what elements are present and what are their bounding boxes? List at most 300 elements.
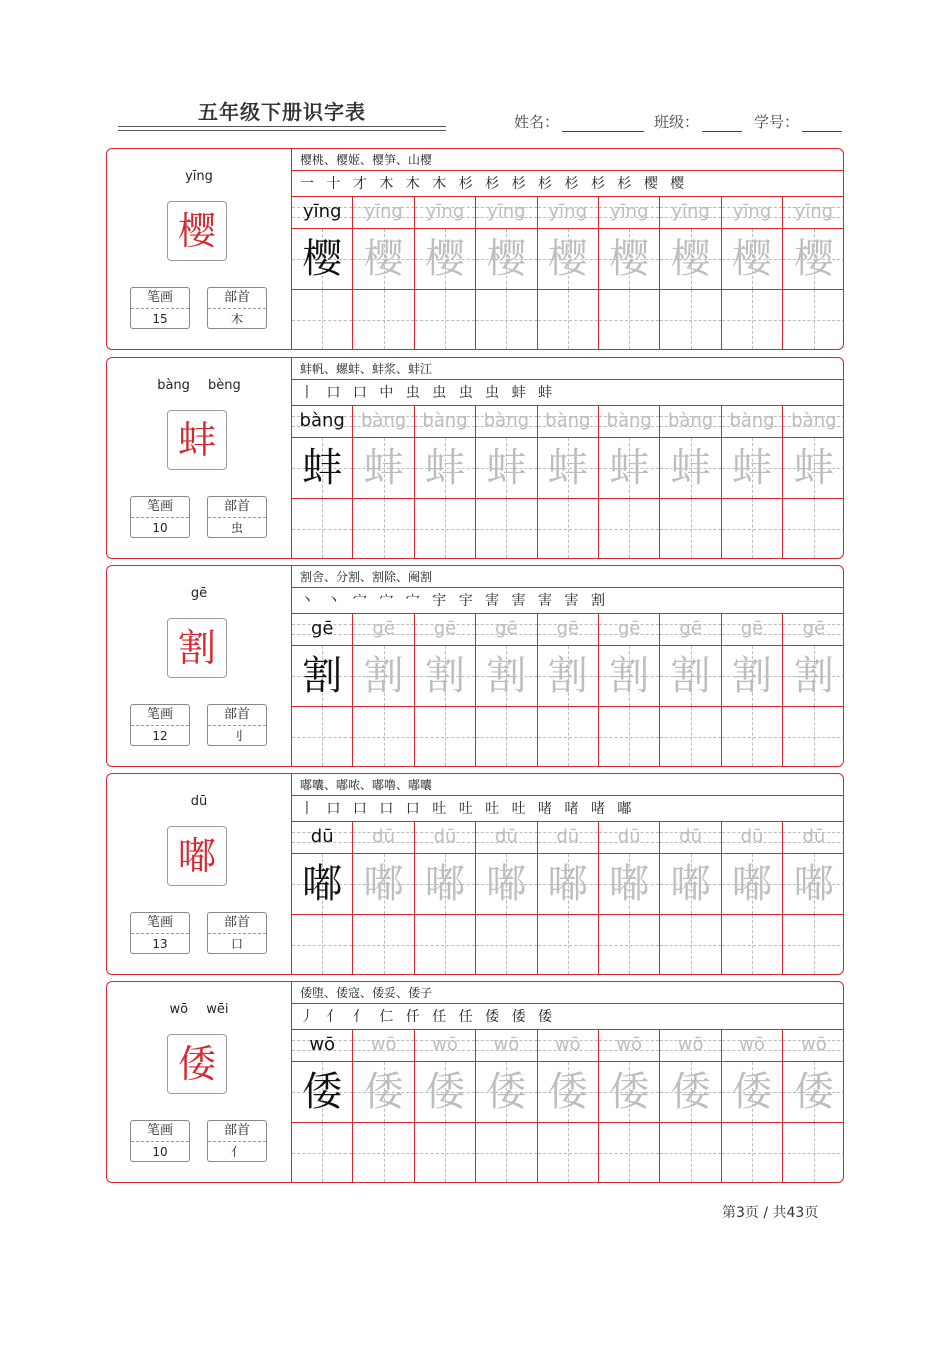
pinyin-text: gē: [802, 618, 826, 639]
stroke-count-value: 15: [152, 312, 168, 326]
blank-writing-cell[interactable]: [538, 1123, 598, 1182]
pinyin-text: dū: [802, 826, 826, 847]
hanzi-text: 嘟: [793, 861, 834, 907]
stroke-count-box: [130, 1120, 190, 1162]
word-examples: 蚌帆、螺蚌、蚌浆、蚌江: [292, 358, 843, 380]
practice-column: [476, 614, 537, 766]
practice-column: [353, 1030, 414, 1182]
hanzi-cell: [722, 438, 782, 499]
hanzi-text: 割: [424, 653, 465, 699]
hanzi-text: 割: [670, 653, 711, 699]
pinyin-cell: [599, 822, 659, 854]
pinyin-cell: [292, 614, 352, 646]
pinyin-cell: [599, 1030, 659, 1062]
blank-writing-cell[interactable]: [292, 290, 352, 349]
blank-writing-cell[interactable]: [476, 915, 536, 974]
hanzi-text: 割: [363, 653, 404, 699]
stroke-order: 丿 亻 亻 仁 仟 任 任 倭 倭 倭: [292, 1004, 843, 1030]
name-blank[interactable]: [562, 115, 644, 132]
practice-column: [292, 614, 353, 766]
pinyin-text: dū: [740, 826, 764, 847]
pinyin-text: dū: [617, 826, 641, 847]
radical-label: 部首: [208, 705, 266, 726]
pinyin-text: dū: [433, 826, 457, 847]
character-pinyin: wō wēi: [169, 1002, 229, 1017]
pinyin-cell: [722, 822, 782, 854]
blank-writing-cell[interactable]: [476, 1123, 536, 1182]
pinyin-text: dū: [556, 826, 580, 847]
pinyin-cell: [599, 614, 659, 646]
pinyin-text: wō: [309, 1034, 336, 1055]
hanzi-text: 樱: [363, 236, 404, 282]
practice-column: [538, 614, 599, 766]
practice-column: [415, 1030, 476, 1182]
pinyin-text: dū: [494, 826, 518, 847]
blank-writing-cell[interactable]: [538, 499, 598, 558]
radical-value: 亻: [230, 1145, 243, 1159]
hanzi-cell: [415, 1062, 475, 1123]
pinyin-cell: [476, 406, 536, 438]
pinyin-cell: [783, 614, 844, 646]
blank-writing-cell[interactable]: [415, 915, 475, 974]
hanzi-text: 割: [547, 653, 588, 699]
pinyin-cell: [722, 1030, 782, 1062]
hanzi-text: 樱: [547, 236, 588, 282]
practice-column: [292, 822, 353, 974]
character-display: 倭: [167, 1034, 227, 1094]
hanzi-text: 樱: [486, 236, 527, 282]
hanzi-text: 倭: [302, 1069, 343, 1115]
pinyin-cell: [722, 614, 782, 646]
hanzi-cell: [783, 1062, 844, 1123]
practice-column: [660, 406, 721, 558]
pinyin-text: yīng: [302, 201, 342, 222]
blank-writing-cell[interactable]: [660, 1123, 720, 1182]
pinyin-cell: [538, 1030, 598, 1062]
character-display: 嘟: [167, 826, 227, 886]
hanzi-text: 倭: [486, 1069, 527, 1115]
pinyin-text: yīng: [487, 201, 526, 222]
practice-column: [538, 197, 599, 349]
pinyin-cell: [783, 1030, 844, 1062]
pinyin-text: yīng: [425, 201, 465, 222]
blank-writing-cell[interactable]: [353, 290, 413, 349]
hanzi-cell: [415, 646, 475, 707]
blank-writing-cell[interactable]: [599, 290, 659, 349]
pinyin-text: bàng: [483, 410, 530, 431]
radical-value: 木: [230, 312, 243, 326]
pinyin-cell: [538, 614, 598, 646]
number-label: 学号：: [754, 113, 800, 131]
hanzi-cell: [476, 1062, 536, 1123]
practice-column: [415, 197, 476, 349]
hanzi-text: 樱: [302, 236, 343, 282]
stroke-count-label: 笔画: [131, 288, 189, 309]
hanzi-text: 倭: [609, 1069, 650, 1115]
radical-box: [207, 704, 267, 746]
hanzi-text: 倭: [424, 1069, 465, 1115]
hanzi-cell: [476, 854, 536, 915]
hanzi-text: 蚌: [302, 445, 343, 491]
pinyin-cell: [415, 406, 475, 438]
pinyin-text: yīng: [364, 201, 403, 222]
blank-writing-cell[interactable]: [722, 707, 782, 766]
class-field[interactable]: [654, 111, 742, 132]
practice-column: [415, 822, 476, 974]
blank-writing-cell[interactable]: [660, 290, 720, 349]
name-field[interactable]: [514, 111, 644, 132]
blank-writing-cell[interactable]: [783, 915, 844, 974]
practice-column: [599, 406, 660, 558]
radical-label: 部首: [208, 1121, 266, 1142]
stroke-order: 丨 口 口 口 口 吐 吐 吐 吐 啫 啫 啫 嘟: [292, 796, 843, 822]
character-card: [106, 565, 844, 767]
practice-column: [722, 1030, 783, 1182]
stroke-count-label: 笔画: [131, 1121, 189, 1142]
hanzi-cell: [538, 854, 598, 915]
blank-writing-cell[interactable]: [538, 290, 598, 349]
pinyin-cell: [538, 406, 598, 438]
practice-column: [599, 197, 660, 349]
hanzi-text: 嘟: [486, 861, 527, 907]
blank-writing-cell[interactable]: [353, 1123, 413, 1182]
hanzi-text: 割: [731, 653, 772, 699]
pinyin-cell: [292, 822, 352, 854]
hanzi-cell: [292, 854, 352, 915]
hanzi-cell: [783, 438, 844, 499]
hanzi-cell: [292, 646, 352, 707]
hanzi-text: 割: [486, 653, 527, 699]
hanzi-cell: [599, 646, 659, 707]
stroke-count-label: 笔画: [131, 497, 189, 518]
character-display: 割: [167, 618, 227, 678]
hanzi-cell: [599, 854, 659, 915]
practice-column: [660, 822, 721, 974]
pinyin-text: wō: [677, 1034, 704, 1055]
practice-column: [538, 1030, 599, 1182]
page-footer: 第3页 / 共43页: [722, 1205, 819, 1221]
hanzi-text: 嘟: [424, 861, 465, 907]
blank-writing-cell[interactable]: [476, 499, 536, 558]
pinyin-cell: [783, 197, 844, 229]
practice-column: [538, 822, 599, 974]
blank-writing-cell[interactable]: [415, 1123, 475, 1182]
radical-box: [207, 1120, 267, 1162]
pinyin-cell: [660, 822, 720, 854]
practice-column: [722, 614, 783, 766]
pinyin-cell: [660, 406, 720, 438]
practice-column: [783, 822, 844, 974]
blank-writing-cell[interactable]: [783, 499, 844, 558]
blank-writing-cell[interactable]: [660, 707, 720, 766]
practice-grid: [292, 1030, 843, 1182]
blank-writing-cell[interactable]: [783, 290, 844, 349]
hanzi-cell: [783, 854, 844, 915]
pinyin-cell: [415, 614, 475, 646]
pinyin-cell: [353, 1030, 413, 1062]
blank-writing-cell[interactable]: [722, 499, 782, 558]
practice-column: [476, 1030, 537, 1182]
pinyin-cell: [538, 822, 598, 854]
hanzi-text: 倭: [670, 1069, 711, 1115]
practice-column: [599, 1030, 660, 1182]
stroke-count-box: [130, 912, 190, 954]
blank-writing-cell[interactable]: [353, 499, 413, 558]
pinyin-cell: [353, 614, 413, 646]
hanzi-cell: [292, 1062, 352, 1123]
pinyin-text: wō: [432, 1034, 458, 1055]
stroke-order: 一 十 才 木 木 木 杉 杉 杉 杉 杉 杉 杉 樱 樱: [292, 171, 843, 197]
practice-column: [415, 406, 476, 558]
character-info: [107, 982, 292, 1182]
hanzi-cell: [476, 229, 536, 290]
practice-column: [660, 614, 721, 766]
hanzi-cell: [660, 229, 720, 290]
character-pinyin: dū: [190, 794, 208, 809]
pinyin-text: gē: [433, 618, 457, 639]
radical-label: 部首: [208, 497, 266, 518]
pinyin-text: wō: [801, 1034, 827, 1055]
title-underline-2: [118, 130, 446, 131]
pinyin-cell: [660, 197, 720, 229]
pinyin-cell: [476, 1030, 536, 1062]
radical-box: [207, 496, 267, 538]
blank-writing-cell[interactable]: [476, 707, 536, 766]
character-info: [107, 774, 292, 974]
pinyin-text: dū: [310, 826, 334, 847]
stroke-count-box: [130, 496, 190, 538]
pinyin-cell: [476, 822, 536, 854]
hanzi-text: 樱: [793, 236, 834, 282]
pinyin-text: gē: [679, 618, 702, 639]
practice-column: [538, 406, 599, 558]
stroke-order: 丶 丶 宀 宀 宀 宇 宇 害 害 害 害 割: [292, 588, 843, 614]
practice-column: [783, 1030, 844, 1182]
hanzi-text: 蚌: [670, 445, 711, 491]
pinyin-cell: [353, 822, 413, 854]
pinyin-cell: [353, 406, 413, 438]
word-examples: 割舍、分割、割除、阉割: [292, 566, 843, 588]
hanzi-cell: [722, 854, 782, 915]
blank-writing-cell[interactable]: [353, 915, 413, 974]
pinyin-text: wō: [616, 1034, 643, 1055]
character-card: [106, 981, 844, 1183]
hanzi-text: 嘟: [731, 861, 772, 907]
hanzi-text: 蚌: [486, 445, 527, 491]
pinyin-cell: [292, 406, 352, 438]
practice-column: [660, 197, 721, 349]
word-examples: 樱桃、樱姬、樱笋、山樱: [292, 149, 843, 171]
hanzi-cell: [538, 1062, 598, 1123]
hanzi-cell: [415, 438, 475, 499]
hanzi-cell: [660, 854, 720, 915]
blank-writing-cell[interactable]: [415, 707, 475, 766]
blank-writing-cell[interactable]: [722, 915, 782, 974]
stroke-count-value: 12: [152, 729, 168, 743]
blank-writing-cell[interactable]: [783, 707, 844, 766]
practice-column: [292, 406, 353, 558]
pinyin-text: yīng: [671, 201, 710, 222]
blank-writing-cell[interactable]: [783, 1123, 844, 1182]
page-title: 五年级下册识字表: [198, 100, 366, 124]
hanzi-cell: [538, 646, 598, 707]
pinyin-cell: [599, 197, 659, 229]
radical-value: 口: [230, 937, 243, 951]
blank-writing-cell[interactable]: [292, 499, 352, 558]
practice-grid: [292, 822, 843, 974]
pinyin-text: bàng: [545, 410, 591, 431]
hanzi-cell: [599, 1062, 659, 1123]
hanzi-text: 倭: [731, 1069, 772, 1115]
pinyin-text: yīng: [732, 201, 772, 222]
hanzi-cell: [538, 438, 598, 499]
pinyin-cell: [722, 197, 782, 229]
number-blank[interactable]: [802, 115, 842, 132]
hanzi-text: 蚌: [363, 445, 404, 491]
character-display: 樱: [167, 201, 227, 261]
stroke-count-label: 笔画: [131, 705, 189, 726]
title-underline: [118, 126, 446, 127]
pinyin-cell: [538, 197, 598, 229]
blank-writing-cell[interactable]: [599, 499, 659, 558]
number-field[interactable]: [754, 111, 842, 132]
blank-writing-cell[interactable]: [538, 707, 598, 766]
hanzi-text: 蚌: [609, 445, 650, 491]
hanzi-cell: [538, 229, 598, 290]
pinyin-text: bàng: [360, 410, 407, 431]
pinyin-cell: [660, 1030, 720, 1062]
blank-writing-cell[interactable]: [660, 499, 720, 558]
radical-label: 部首: [208, 913, 266, 934]
blank-writing-cell[interactable]: [292, 1123, 352, 1182]
hanzi-cell: [660, 646, 720, 707]
practice-column: [783, 614, 844, 766]
radical-value: 虫: [230, 521, 243, 535]
stroke-count-box: [130, 287, 190, 329]
practice-grid: [292, 197, 843, 349]
practice-column: [660, 1030, 721, 1182]
blank-writing-cell[interactable]: [292, 707, 352, 766]
practice-column: [783, 406, 844, 558]
hanzi-cell: [599, 438, 659, 499]
blank-writing-cell[interactable]: [353, 707, 413, 766]
hanzi-cell: [415, 854, 475, 915]
class-label: 班级：: [654, 113, 700, 131]
pinyin-text: dū: [679, 826, 702, 847]
hanzi-text: 蚌: [424, 445, 465, 491]
hanzi-text: 嘟: [609, 861, 650, 907]
pinyin-text: gē: [372, 618, 395, 639]
hanzi-cell: [599, 229, 659, 290]
pinyin-text: yīng: [794, 201, 834, 222]
stroke-count-label: 笔画: [131, 913, 189, 934]
blank-writing-cell[interactable]: [599, 915, 659, 974]
hanzi-cell: [353, 229, 413, 290]
word-examples: 嘟囔、嘟哝、嘟噜、嘟囔: [292, 774, 843, 796]
radical-label: 部首: [208, 288, 266, 309]
practice-column: [292, 1030, 353, 1182]
hanzi-cell: [292, 438, 352, 499]
character-card: [106, 357, 844, 559]
stroke-count-value: 10: [152, 1145, 168, 1159]
hanzi-cell: [415, 229, 475, 290]
radical-box: [207, 912, 267, 954]
hanzi-cell: [353, 854, 413, 915]
pinyin-cell: [783, 822, 844, 854]
hanzi-cell: [660, 438, 720, 499]
pinyin-text: wō: [493, 1034, 520, 1055]
pinyin-text: yīng: [609, 201, 649, 222]
pinyin-text: gē: [556, 618, 580, 639]
character-card: [106, 148, 844, 350]
hanzi-cell: [722, 646, 782, 707]
hanzi-cell: [353, 1062, 413, 1123]
character-display: 蚌: [167, 410, 227, 470]
blank-writing-cell[interactable]: [722, 1123, 782, 1182]
hanzi-text: 樱: [670, 236, 711, 282]
word-examples: 倭堕、倭寇、倭妥、倭子: [292, 982, 843, 1004]
blank-writing-cell[interactable]: [599, 707, 659, 766]
pinyin-cell: [660, 614, 720, 646]
blank-writing-cell[interactable]: [599, 1123, 659, 1182]
hanzi-text: 嘟: [547, 861, 588, 907]
pinyin-text: gē: [495, 618, 518, 639]
blank-writing-cell[interactable]: [415, 290, 475, 349]
hanzi-text: 蚌: [793, 445, 834, 491]
pinyin-text: wō: [739, 1034, 765, 1055]
pinyin-cell: [599, 406, 659, 438]
blank-writing-cell[interactable]: [415, 499, 475, 558]
character-info: [107, 358, 292, 558]
hanzi-text: 嘟: [363, 861, 404, 907]
practice-column: [783, 197, 844, 349]
radical-box: [207, 287, 267, 329]
practice-column: [353, 614, 414, 766]
hanzi-text: 割: [609, 653, 650, 699]
practice-column: [476, 197, 537, 349]
hanzi-text: 割: [793, 653, 834, 699]
hanzi-cell: [476, 438, 536, 499]
stroke-count-box: [130, 704, 190, 746]
practice-column: [599, 822, 660, 974]
pinyin-text: wō: [554, 1034, 581, 1055]
pinyin-cell: [415, 197, 475, 229]
character-pinyin: yīng: [185, 169, 213, 184]
hanzi-text: 樱: [731, 236, 772, 282]
class-blank[interactable]: [702, 115, 742, 132]
blank-writing-cell[interactable]: [538, 915, 598, 974]
stroke-count-value: 13: [152, 937, 168, 951]
hanzi-text: 蚌: [731, 445, 772, 491]
hanzi-cell: [783, 646, 844, 707]
hanzi-text: 嘟: [670, 861, 711, 907]
character-info: [107, 149, 292, 349]
pinyin-cell: [722, 406, 782, 438]
practice-column: [353, 822, 414, 974]
hanzi-text: 蚌: [547, 445, 588, 491]
blank-writing-cell[interactable]: [476, 290, 536, 349]
blank-writing-cell[interactable]: [722, 290, 782, 349]
hanzi-cell: [783, 229, 844, 290]
hanzi-text: 樱: [609, 236, 650, 282]
pinyin-text: gē: [617, 618, 641, 639]
hanzi-text: 樱: [424, 236, 465, 282]
stroke-count-value: 10: [152, 521, 168, 535]
blank-writing-cell[interactable]: [292, 915, 352, 974]
pinyin-text: bàng: [667, 410, 714, 431]
blank-writing-cell[interactable]: [660, 915, 720, 974]
pinyin-text: bàng: [422, 410, 468, 431]
